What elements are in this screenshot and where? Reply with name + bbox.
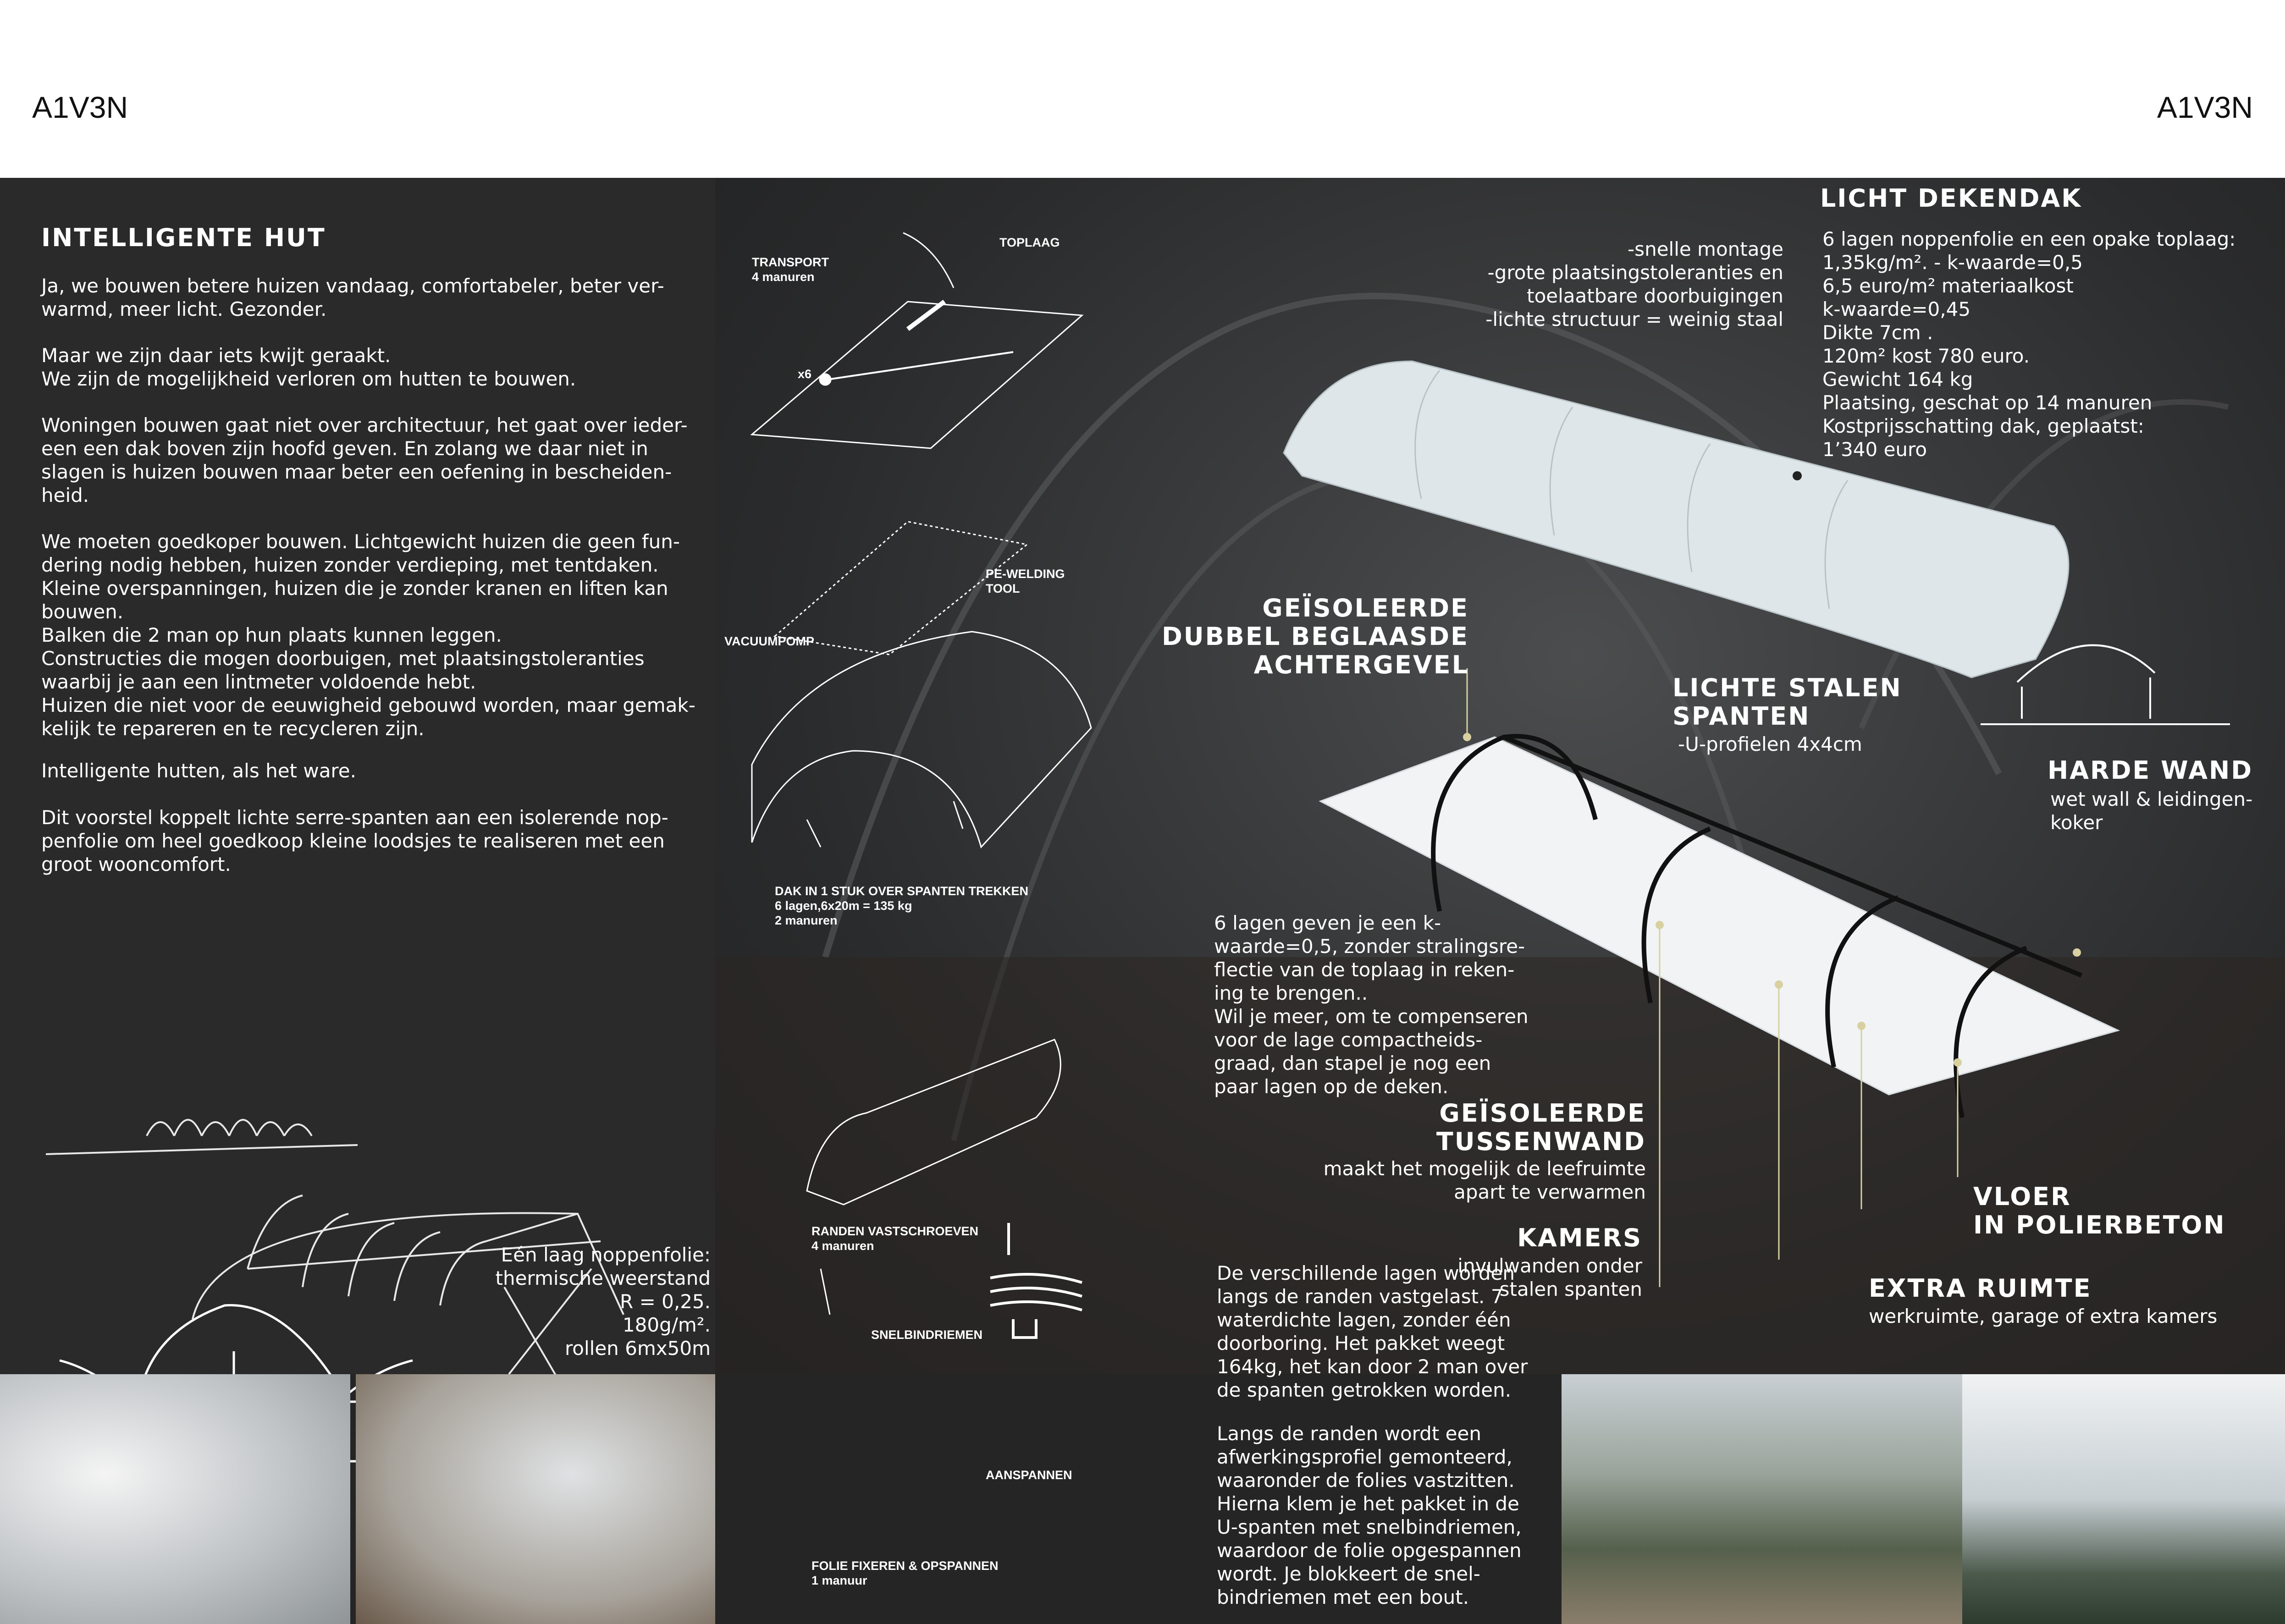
bubble-wrap-photo-2 — [356, 1374, 715, 1624]
bottom-note-1: De verschillende lagen worden langs de randen vastgelast. 7 waterdichte lagen, zonder één doorboring. Het pakket weegt 164kg, het kan door 2 man over de spanten getrokken worden. — [1217, 1262, 1528, 1401]
page-code-left: A1V3N — [32, 90, 128, 124]
roof-pros: -snelle montage -grote plaatsingstoleranties en toelaatbare doorbuigingen -lichte structuur = weinig staal — [1485, 238, 1783, 330]
harde-wand-subtitle: wet wall & leidingen- koker — [2050, 788, 2253, 834]
harde-wand-title: HARDE WAND — [2048, 756, 2253, 785]
intro-title: INTELLIGENTE HUT — [41, 223, 326, 252]
intro-paragraph-2: Maar we zijn daar iets kwijt geraakt. We zijn de mogelijkheid verloren om hutten te bouwen. — [41, 344, 576, 390]
roof-specs: 6 lagen noppenfolie en een opake toplaag: 1,35kg/m². - k-waarde=0,5 6,5 euro/m² materiaalkost k-waarde=0,45 Dikte 7cm . 120m² kost 780 euro. Gewicht 164 kg Plaatsing, geschat op 14 manuren Kostprijsschatting dak, geplaatst: 1’340 euro — [1822, 228, 2236, 461]
intro-paragraph-1: Ja, we bouwen betere huizen vandaag, comfortabeler, beter ver- warmd, meer licht. Gezonder. — [41, 275, 664, 320]
process-steps-drawing — [715, 178, 1128, 1374]
step-vacuumpomp-label: VACUUMPOMP — [724, 634, 815, 648]
foil-note: Eén laag noppenfolie: thermische weerstand R = 0,25. 180g/m². rollen 6mx50m — [495, 1244, 711, 1360]
intro-paragraph-3: Woningen bouwen gaat niet over architectuur, het gaat over ieder- een een dak boven zijn hoofd geven. En zolang we daar niet in slagen is huizen bouwen maar beter een oefening in bescheiden- heid. — [41, 414, 688, 506]
step-x6-label: x6 — [798, 367, 812, 381]
intro-paragraph-4: We moeten goedkoper bouwen. Lichtgewicht huizen die geen fun- dering nodig hebben, huizen zonder verdieping, met tentdaken. Kleine overspanningen, huizen die je zonder kranen en liften kan bouwen. Balken die 2 man op hun plaats kunnen leggen. Constructies die mogen doorbuigen, met plaatsingstoleranties waarbij je aan een lintmeter voldoende hebt. Huizen die niet voor de eeuwigheid gebouwd worden, maar gemak- kelijk te repareren en te recycleren zijn. — [41, 530, 695, 740]
tussenwand-subtitle: maakt het mogelijk de leefruimte apart te verwarmen — [1323, 1157, 1646, 1203]
extra-ruimte-title: EXTRA RUIMTE — [1869, 1274, 2092, 1303]
bubble-wrap-photo-1 — [0, 1374, 350, 1624]
kamers-subtitle: invulwanden onder stalen spanten — [1457, 1255, 1642, 1300]
vloer-title: VLOER IN POLIERBETON — [1973, 1182, 2226, 1239]
layers-note: 6 lagen geven je een k- waarde=0,5, zonder stralingsre- flectie van de toplaag in reken- ing te brengen.. Wil je meer, om te compenseren voor de lage compactheids- graad, dan stapel je nog een paar lagen op de deken. — [1214, 912, 1529, 1098]
step-transport-label: TRANSPORT 4 manuren — [752, 255, 829, 284]
bottom-note-2: Langs de randen wordt een afwerkingsprofiel gemonteerd, waaronder de folies vastzitten. Hierna klem je het pakket in de U-spanten met snelbindriemen, waardoor de folie opgespannen wordt. Je blokkeert de snel- bindriemen met een bout. — [1217, 1422, 1522, 1608]
spanten-title: LICHTE STALEN SPANTEN — [1672, 673, 1902, 731]
achtergevel-label: GEÏSOLEERDE DUBBEL BEGLAASDE ACHTERGEVEL — [1161, 594, 1469, 679]
page-code-right: A1V3N — [2157, 90, 2253, 124]
step-dak-label: DAK IN 1 STUK OVER SPANTEN TREKKEN 6 lagen,6x20m = 135 kg 2 manuren — [775, 884, 1029, 927]
tussenwand-title: GEÏSOLEERDE TUSSENWAND — [1436, 1099, 1646, 1156]
intro-paragraph-5: Intelligente hutten, als het ware. — [41, 760, 356, 782]
roof-title: LICHT DEKENDAK — [1820, 184, 2082, 213]
step-pe-welding-label: PE-WELDING TOOL — [986, 567, 1065, 595]
spanten-subtitle: -U-profielen 4x4cm — [1678, 733, 1862, 755]
kamers-title: KAMERS — [1517, 1223, 1642, 1252]
greenhouse-interior-photo — [1962, 1374, 2285, 1624]
step-folie-label: FOLIE FIXEREN & OPSPANNEN 1 manuur — [811, 1559, 999, 1587]
intro-paragraph-6: Dit voorstel koppelt lichte serre-spanten aan een isolerende nop- penfolie om heel goedkoop kleine loodsjes te realiseren met een groot wooncomfort. — [41, 806, 668, 875]
step-aanspannen-label: AANSPANNEN — [986, 1468, 1072, 1482]
extra-ruimte-subtitle: werkruimte, garage of extra kamers — [1869, 1305, 2218, 1327]
step-toplaag-label: TOPLAAG — [999, 236, 1060, 249]
step-snelbindriemen-label: SNELBINDRIEMEN — [871, 1328, 983, 1342]
step-randen-label: RANDEN VASTSCHROEVEN 4 manuren — [811, 1224, 979, 1253]
greenhouse-garden-photo — [1562, 1374, 1962, 1624]
board-panel — [0, 178, 2285, 1624]
